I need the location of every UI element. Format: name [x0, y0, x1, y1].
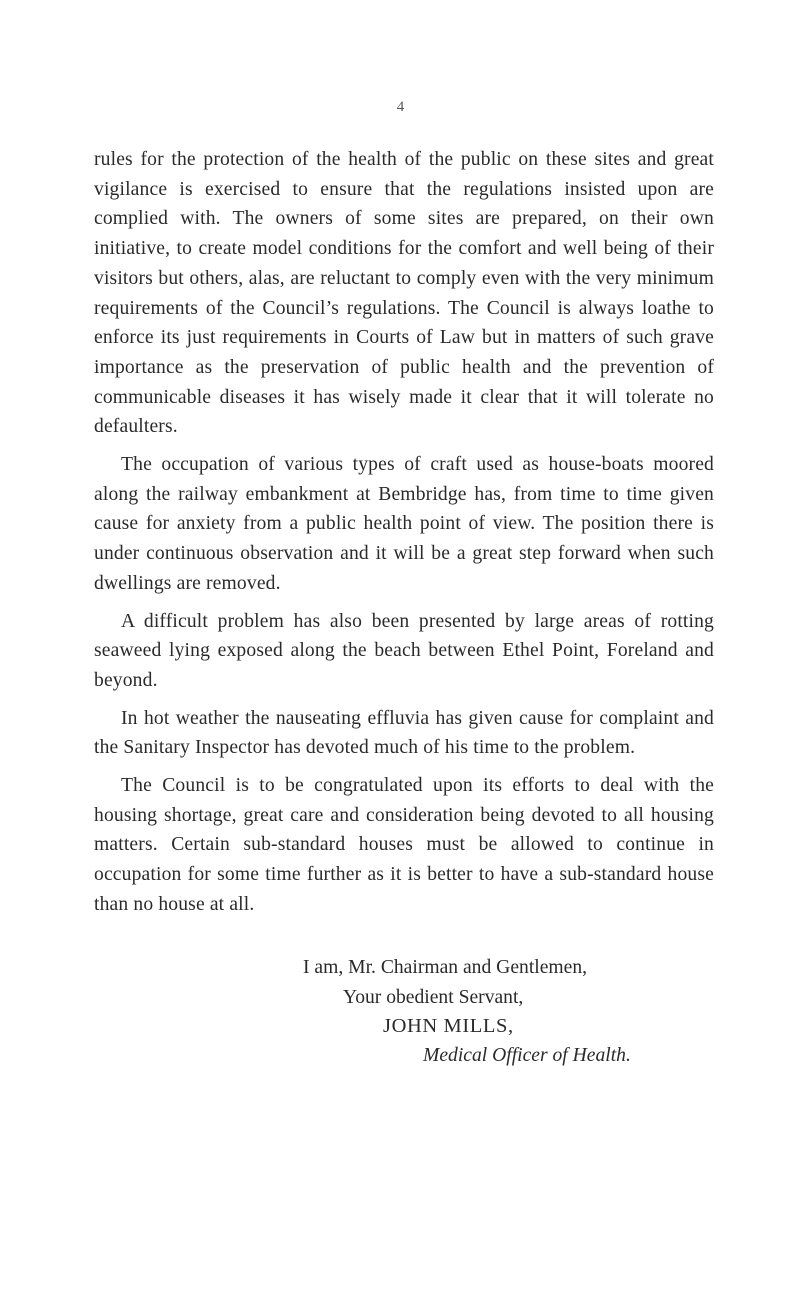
paragraph-housing: The Council is to be congratulated upon its efforts to deal with the housing shortage, great care and consideration being devoted to all housing matters. Certain sub-standard houses must be allowed to continue in occupation for some time further as it is better to have a sub-standard house than no house at all. [94, 775, 714, 915]
letter-body [94, 145, 714, 928]
signature-name: JOHN MILLS, [383, 1015, 514, 1037]
paragraph-seaweed: A difficult problem has also been presented by large areas of rotting seaweed lying exposed along the beach between Ethel Point, Foreland and beyond. [94, 610, 714, 691]
signature-title: Medical Officer of Health. [423, 1045, 631, 1066]
signature-servant: Your obedient Servant, [343, 987, 524, 1008]
signature-closing: I am, Mr. Chairman and Gentlemen, [303, 957, 588, 978]
paragraph-sites-regulations: rules for the protection of the health of the public on these sites and great vigilance is exercised to ensure that the regulations insisted upon are complied with. The owners of some sites are prepared, on their own initiative, to create model conditions for the comfort and well being of their visitors but others, alas, are reluctant to comply even with the very minimum requirements of the Council’s regulations. The Council is always loathe to enforce its just requirements in Courts of Law but in matters of such grave importance as the preservation of public health and the prevention of communicable diseases it has wisely made it clear that it will tolerate no defaulters. [94, 149, 714, 438]
paragraph-houseboats: The occupation of various types of craft used as house-boats moored along the railway embankment at Bembridge has, from time to time given cause for anxiety from a public health point of view. The position there is under continuous observation and it will be a great step forward when such dwellings are removed. [94, 454, 714, 594]
page-number: 4 [396, 99, 405, 115]
paragraph-hot-weather: In hot weather the nauseating effluvia has given cause for complaint and the Sanitary Inspector has devoted much of his time to the problem. [94, 707, 714, 759]
